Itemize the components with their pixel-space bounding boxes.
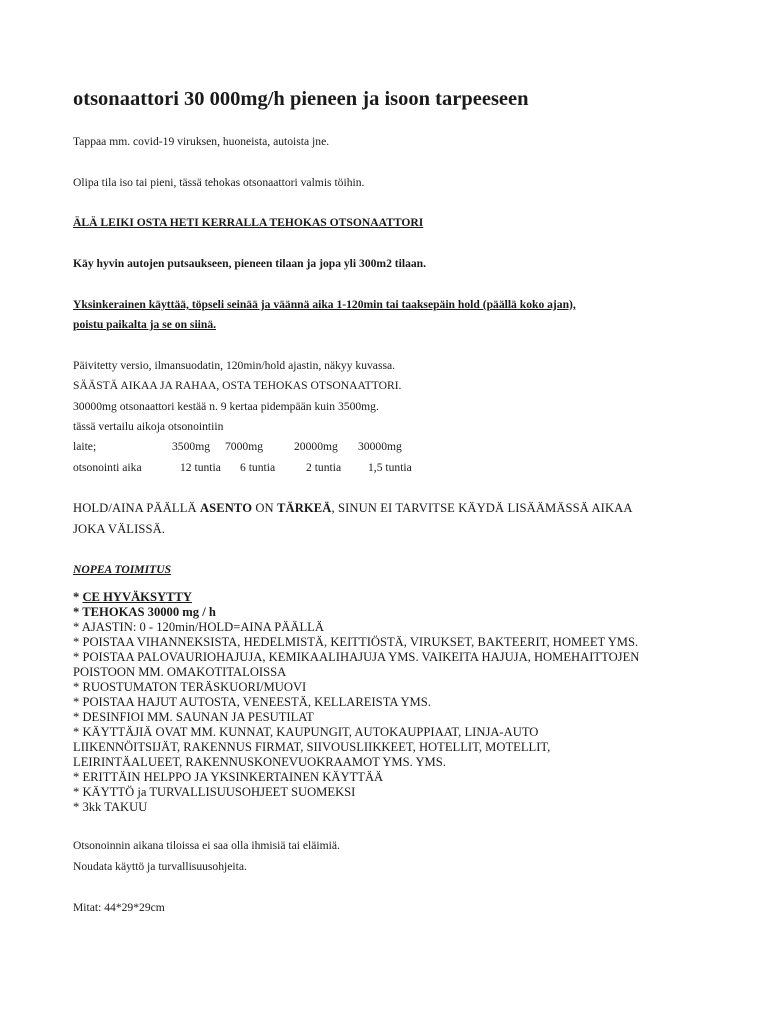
list-item: POISTOON MM. OMAKOTITALOISSA [73,665,287,679]
list-item: LEIRINTÄALUEET, RAKENNUSKONEVUOKRAAMOT YMS. YMS. [73,755,446,769]
usage-line-1: Yksinkerainen käyttää, töpseli seinää ja väännä aika 1-120min tai taaksepäin hold (päällä koko ajan), [73,298,576,311]
info-line-3: 30000mg otsonaattori kestää n. 9 kertaa pidempään kuin 3500mg. [73,400,379,413]
list-item: * KÄYTTÄJIÄ OVAT MM. KUNNAT, KAUPUNGIT, AUTOKAUPPIAAT, LINJA-AUTO [73,725,539,739]
page-title: otsonaattori 30 000mg/h pieneen ja isoon tarpeeseen [73,88,529,110]
dimensions: Mitat: 44*29*29cm [73,901,165,914]
list-item: * POISTAA HAJUT AUTOSTA, VENEESTÄ, KELLAREISTA YMS. [73,695,431,709]
hold-text: , SINUN EI TARVITSE KÄYDÄ LISÄÄMÄSSÄ AIKAA [331,501,633,515]
hold-line-1 [73,501,633,516]
bold-description: Käy hyvin autojen putsaukseen, pieneen tilaan ja jopa yli 300m2 tilaan. [73,257,427,270]
fast-delivery-heading: NOPEA TOIMITUS [73,563,172,576]
list-item: LIIKENNÖITSIJÄT, RAKENNUS FIRMAT, SIIVOUSLIIKKEET, HOTELLIT, MOTELLIT, [73,740,551,754]
table-cell: 1,5 tuntia [368,461,412,474]
list-item: * DESINFIOI MM. SAUNAN JA PESUTILAT [73,710,314,724]
intro-line-2: Olipa tila iso tai pieni, tässä tehokas otsonaattori valmis töihin. [73,176,365,189]
row-label: otsonointi aika [73,461,142,474]
bullet: * [73,590,83,604]
table-cell: 30000mg [358,440,402,453]
footer-line-2: Noudata käyttö ja turvallisuusohjeita. [73,860,247,873]
hold-line-2: JOKA VÄLISSÄ. [73,522,166,536]
hold-text: HOLD/AINA PÄÄLLÄ [73,501,200,515]
table-cell: 7000mg [225,440,264,453]
list-item: * POISTAA PALOVAURIOHAJUJA, KEMIKAALIHAJUJA YMS. VAIKEITA HAJUJA, HOMEHAITTOJEN [73,650,640,664]
table-cell: 3500mg [172,440,211,453]
feature-power: * TEHOKAS 30000 mg / h [73,605,216,619]
feature-list [73,590,639,815]
table-cell: 12 tuntia [180,461,221,474]
hold-text: ON [252,501,277,515]
list-item: * 3kk TAKUU [73,800,148,814]
list-item: * POISTAA VIHANNEKSISTA, HEDELMISTÄ, KEITTIÖSTÄ, VIRUKSET, BAKTEERIT, HOMEET YMS. [73,635,639,649]
table-cell: 20000mg [294,440,338,453]
hold-emphasis: ASENTO [199,501,253,515]
info-line-4: tässä vertailu aikoja otsonointiin [73,420,224,433]
hold-emphasis: TÄRKEÄ [277,501,332,515]
table-cell: 6 tuntia [240,461,276,474]
info-line-2: SÄÄSTÄ AIKAA JA RAHAA, OSTA TEHOKAS OTSONAATTORI. [73,379,402,392]
usage-line-2: poistu paikalta ja se on siinä. [73,318,217,331]
info-line-1: Päivitetty versio, ilmansuodatin, 120min/hold ajastin, näkyy kuvassa. [73,359,396,372]
list-item: * AJASTIN: 0 - 120min/HOLD=AINA PÄÄLLÄ [73,620,324,634]
list-item: * ERITTÄIN HELPPO JA YKSINKERTAINEN KÄYTTÄÄ [73,770,384,784]
table-cell: 2 tuntia [306,461,342,474]
list-item: * RUOSTUMATON TERÄSKUORI/MUOVI [73,680,307,694]
feature-ce [73,590,639,605]
list-item: * KÄYTTÖ ja TURVALLISUUSOHJEET SUOMEKSI [73,785,356,799]
ce-approved: CE HYVÄKSYTTY [82,590,192,604]
row-label: laite; [73,440,97,453]
footer-line-1: Otsonoinnin aikana tiloissa ei saa olla ihmisiä tai eläimiä. [73,839,340,852]
intro-line-1: Tappaa mm. covid-19 viruksen, huoneista, autoista jne. [73,135,330,148]
headline: ÄLÄ LEIKI OSTA HETI KERRALLA TEHOKAS OTSONAATTORI [73,216,424,229]
